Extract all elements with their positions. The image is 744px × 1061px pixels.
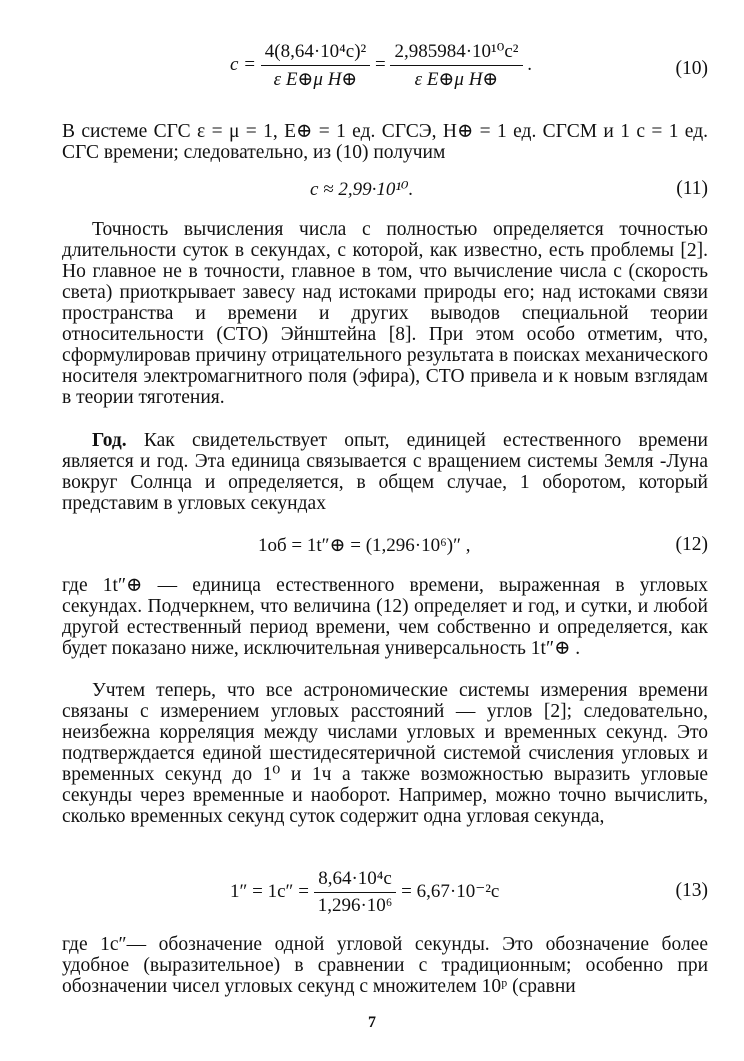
- equation-13: [62, 862, 708, 926]
- eq10-denominator-2: ε E⊕μ H⊕: [414, 69, 499, 90]
- eq10-period: .: [527, 53, 533, 75]
- paragraph-2: Точность вычисления числа c полностью определяется точностью длительности суток в секундах, с которой, как известно, есть проблемы [2]. Но главное не в точности, главное в том, что вычисление числа c (скорость света) приоткрывает завесу над истоками природы его; над истоками связи пространства и времени и других выводов специальной теории относительности (СТО) Эйнштейна [8]. При этом особо отметим, что, сформулировав причину отрицательного результата в поисках механического носителя электромагнитного поля (эфира), СТО привела и к новым взглядам в теории тяготения.: [62, 219, 708, 408]
- page-number: 7: [368, 1014, 376, 1031]
- paragraph-1: В системе СГС ε = μ = 1, E⊕ = 1 ед. СГСЭ, H⊕ = 1 ед. СГСМ и 1 с = 1 ед. СГС времени; следовательно, из (10) получим: [62, 121, 708, 163]
- eq13-lhs: 1″ = 1c″ =: [230, 880, 309, 902]
- eq10-lhs: c =: [230, 53, 257, 75]
- eq10-numerator-2: 2,985984·10¹⁰c²: [390, 40, 522, 66]
- paragraph-4: где 1t″⊕ — единица естественного времени, выраженная в угловых секундах. Подчеркнем, что величина (12) определяет и год, и сутки, и любой другой естественный период времени, чем собственно и определяется, как будет показано ниже, исключительная универсальность 1t″⊕ .: [62, 575, 708, 659]
- eq10-number: (10): [675, 58, 708, 79]
- eq10-fraction-2: [390, 40, 522, 91]
- eq10-equals: =: [375, 53, 386, 75]
- eq13-rhs: = 6,67·10⁻²c: [401, 880, 500, 902]
- paragraph-5: Учтем теперь, что все астрономические системы измерения времени связаны с измерением угловых расстояний — углов [2]; следовательно, неизбежна корреляция между числами угловых и временных секунд. Это подтверждается единой шестидесятеричной системой счисления угловых и временных секунд до 1⁰ и 1ч а также возможностью выразить угловые секунды через временные и наоборот. Например, можно точно вычислить, сколько временных секунд суток содержит одна угловая секунда,: [62, 680, 708, 827]
- eq13-numerator: 8,64·10⁴c: [314, 868, 397, 893]
- eq11-expression: c ≈ 2,99·10¹⁰.: [310, 179, 414, 200]
- equation-11: [62, 178, 708, 204]
- equation-10: [62, 26, 708, 106]
- paragraph-6: где 1c″— обозначение одной угловой секунды. Это обозначение более удобное (выразительное) в сравнении с традиционным; особенно при обозначении чисел угловых секунд с множителем 10ᵖ (сравни: [62, 934, 708, 997]
- eq10-fraction-1: [261, 41, 371, 91]
- eq10-numerator-1: 4(8,64·10⁴c)²: [261, 41, 371, 66]
- eq12-number: (12): [675, 534, 708, 555]
- paragraph-3: [62, 430, 708, 514]
- equation-12: [62, 532, 708, 562]
- eq11-number: (11): [676, 178, 708, 199]
- eq12-expression: 1об = 1t″⊕ = (1,296·10⁶)″ ,: [258, 535, 471, 556]
- eq13-denominator: 1,296·10⁶: [317, 895, 393, 916]
- paragraph-3-text: Как свидетельствует опыт, единицей естественного времени является и год. Эта единица связывается с вращением системы Земля -Луна вокруг Солнца и определяется, в общем случае, 1 оборотом, который представим в угловых секундах: [62, 430, 708, 514]
- paragraph-3-lead: Год.: [92, 430, 127, 451]
- eq13-fraction: [314, 868, 397, 917]
- eq13-number: (13): [675, 880, 708, 901]
- eq10-denominator-1: ε E⊕μ H⊕: [273, 68, 358, 90]
